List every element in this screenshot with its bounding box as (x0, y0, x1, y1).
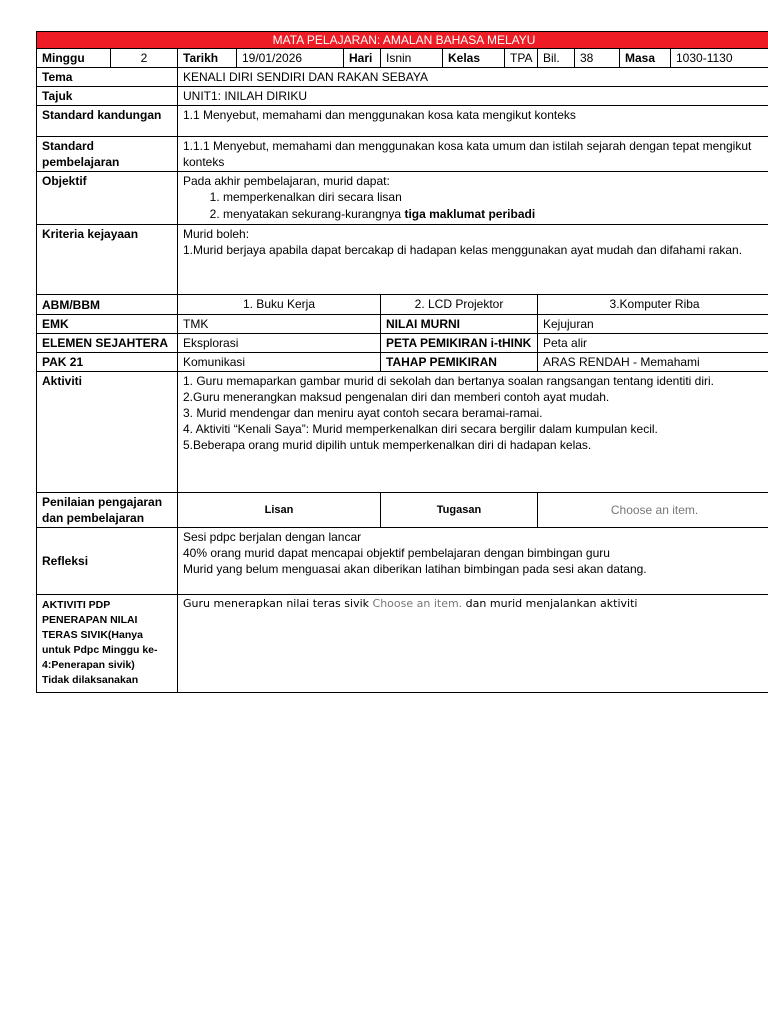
kelas-label: Kelas (443, 49, 505, 68)
standard-pembelajaran-label-line1: Standard (42, 139, 95, 153)
nilai-murni-label: NILAI MURNI (381, 315, 538, 334)
subject-title: MATA PELAJARAN: AMALAN BAHASA MELAYU (37, 32, 768, 49)
tarikh-label: Tarikh (178, 49, 237, 68)
emk-value[interactable]: TMK (178, 315, 381, 334)
objektif-item-2-text: menyatakan sekurang-kurangnya (223, 207, 405, 221)
tajuk-label: Tajuk (37, 87, 178, 106)
minggu-label: Minggu (37, 49, 111, 68)
sivik-text-after: dan murid menjalankan aktiviti (462, 597, 638, 610)
bil-value[interactable]: 38 (575, 49, 620, 68)
bil-label: Bil. (538, 49, 575, 68)
aktiviti-line-5: 5.Beberapa orang murid dipilih untuk memperkenalkan diri di hadapan kelas. (183, 438, 592, 452)
masa-label: Masa (620, 49, 671, 68)
penilaian-lisan[interactable]: Lisan (178, 493, 381, 528)
standard-kandungan-label: Standard kandungan (37, 106, 178, 137)
tajuk-value[interactable]: UNIT1: INILAH DIRIKU (178, 87, 768, 106)
aktiviti-line-2: 2.Guru menerangkan maksud pengenalan diri dan memberi contoh ayat mudah. (183, 390, 610, 404)
kriteria-line-1: Murid boleh: (183, 227, 250, 241)
aktiviti-value[interactable] (178, 372, 768, 493)
objektif-item-2 (223, 206, 766, 223)
standard-pembelajaran-label-line2: pembelajaran (42, 155, 120, 169)
emk-label: EMK (37, 315, 178, 334)
objektif-item-2-bold: tiga maklumat peribadi (404, 207, 536, 221)
sivik-label-line2: PENERAPAN NILAI (42, 614, 138, 626)
lesson-plan-table (36, 31, 768, 693)
nilai-murni-value[interactable]: Kejujuran (538, 315, 768, 334)
refleksi-line-1: Sesi pdpc berjalan dengan lancar (183, 530, 362, 544)
tarikh-value[interactable]: 19/01/2026 (237, 49, 344, 68)
abm-label: ABM/BBM (37, 295, 178, 315)
abm-item-1[interactable]: 1. Buku Kerja (178, 295, 381, 315)
kriteria-line-2: 1.Murid berjaya apabila dapat bercakap di hadapan kelas menggunakan ayat mudah dan difahami rakan. (183, 243, 743, 257)
objektif-value[interactable] (178, 172, 768, 225)
hari-label: Hari (344, 49, 381, 68)
standard-pembelajaran-value[interactable]: 1.1.1 Menyebut, memahami dan menggunakan kosa kata umum dan istilah sejarah dengan tepat mengikut konteks (178, 137, 768, 172)
elemen-sejahtera-label: ELEMEN SEJAHTERA (37, 334, 178, 353)
refleksi-label: Refleksi (37, 528, 178, 595)
aktiviti-line-1: 1. Guru memaparkan gambar murid di sekolah dan bertanya soalan rangsangan tentang identiti diri. (183, 374, 714, 388)
minggu-value[interactable]: 2 (111, 49, 178, 68)
sivik-label-line3: TERAS SIVIK(Hanya (42, 629, 143, 641)
tahap-pemikiran-value[interactable]: ARAS RENDAH - Memahami (538, 353, 768, 372)
objektif-item-1: 1. memperkenalkan diri secara lisan (223, 189, 766, 206)
penilaian-label (37, 493, 178, 528)
pak21-value[interactable]: Komunikasi (178, 353, 381, 372)
elemen-sejahtera-value[interactable]: Eksplorasi (178, 334, 381, 353)
sivik-label (37, 595, 178, 693)
objektif-intro: Pada akhir pembelajaran, murid dapat: (183, 174, 390, 188)
refleksi-line-2: 40% orang murid dapat mencapai objektif pembelajaran dengan bimbingan guru (183, 546, 610, 560)
sivik-label-line4: untuk Pdpc Minggu ke- (42, 644, 158, 656)
objektif-list (183, 189, 766, 223)
tema-label: Tema (37, 68, 178, 87)
objektif-label: Objektif (37, 172, 178, 225)
kelas-value[interactable]: TPA (505, 49, 538, 68)
aktiviti-label: Aktiviti (37, 372, 178, 493)
standard-pembelajaran-label (37, 137, 178, 172)
aktiviti-line-3: 3. Murid mendengar dan meniru ayat contoh secara beramai-ramai. (183, 406, 543, 420)
refleksi-value[interactable] (178, 528, 768, 595)
aktiviti-line-4: 4. Aktiviti “Kenali Saya”: Murid memperkenalkan diri secara bergilir dalam kumpulan kecil. (183, 422, 658, 436)
sivik-label-line6: Tidak dilaksanakan (42, 674, 139, 686)
hari-value[interactable]: Isnin (381, 49, 443, 68)
lesson-plan-sheet (36, 31, 768, 693)
abm-item-3[interactable]: 3.Komputer Riba (538, 295, 768, 315)
standard-kandungan-value[interactable]: 1.1 Menyebut, memahami dan menggunakan kosa kata mengikut konteks (178, 106, 768, 137)
sivik-label-line1: AKTIVITI PDP (42, 599, 111, 611)
kriteria-label: Kriteria kejayaan (37, 225, 178, 295)
sivik-label-line5: 4:Penerapan sivik) (42, 659, 135, 671)
sivik-value[interactable] (178, 595, 768, 693)
kriteria-value[interactable] (178, 225, 768, 295)
penilaian-choose-dropdown[interactable]: Choose an item. (538, 493, 768, 528)
refleksi-line-3: Murid yang belum menguasai akan diberikan latihan bimbingan pada sesi akan datang. (183, 562, 647, 576)
tema-value[interactable]: KENALI DIRI SENDIRI DAN RAKAN SEBAYA (178, 68, 768, 87)
peta-pemikiran-label: PETA PEMIKIRAN i-tHINK (381, 334, 538, 353)
pak21-label: PAK 21 (37, 353, 178, 372)
penilaian-label-line1: Penilaian pengajaran (42, 495, 163, 509)
penilaian-tugasan[interactable]: Tugasan (381, 493, 538, 528)
sivik-text-before: Guru menerapkan nilai teras sivik (183, 597, 373, 610)
peta-pemikiran-value[interactable]: Peta alir (538, 334, 768, 353)
sivik-choose-dropdown[interactable]: Choose an item. (372, 597, 463, 610)
masa-value[interactable]: 1030-1130 (671, 49, 768, 68)
abm-item-2[interactable]: 2. LCD Projektor (381, 295, 538, 315)
penilaian-label-line2: dan pembelajaran (42, 511, 145, 525)
meta-row (37, 49, 768, 68)
tahap-pemikiran-label: TAHAP PEMIKIRAN (381, 353, 538, 372)
